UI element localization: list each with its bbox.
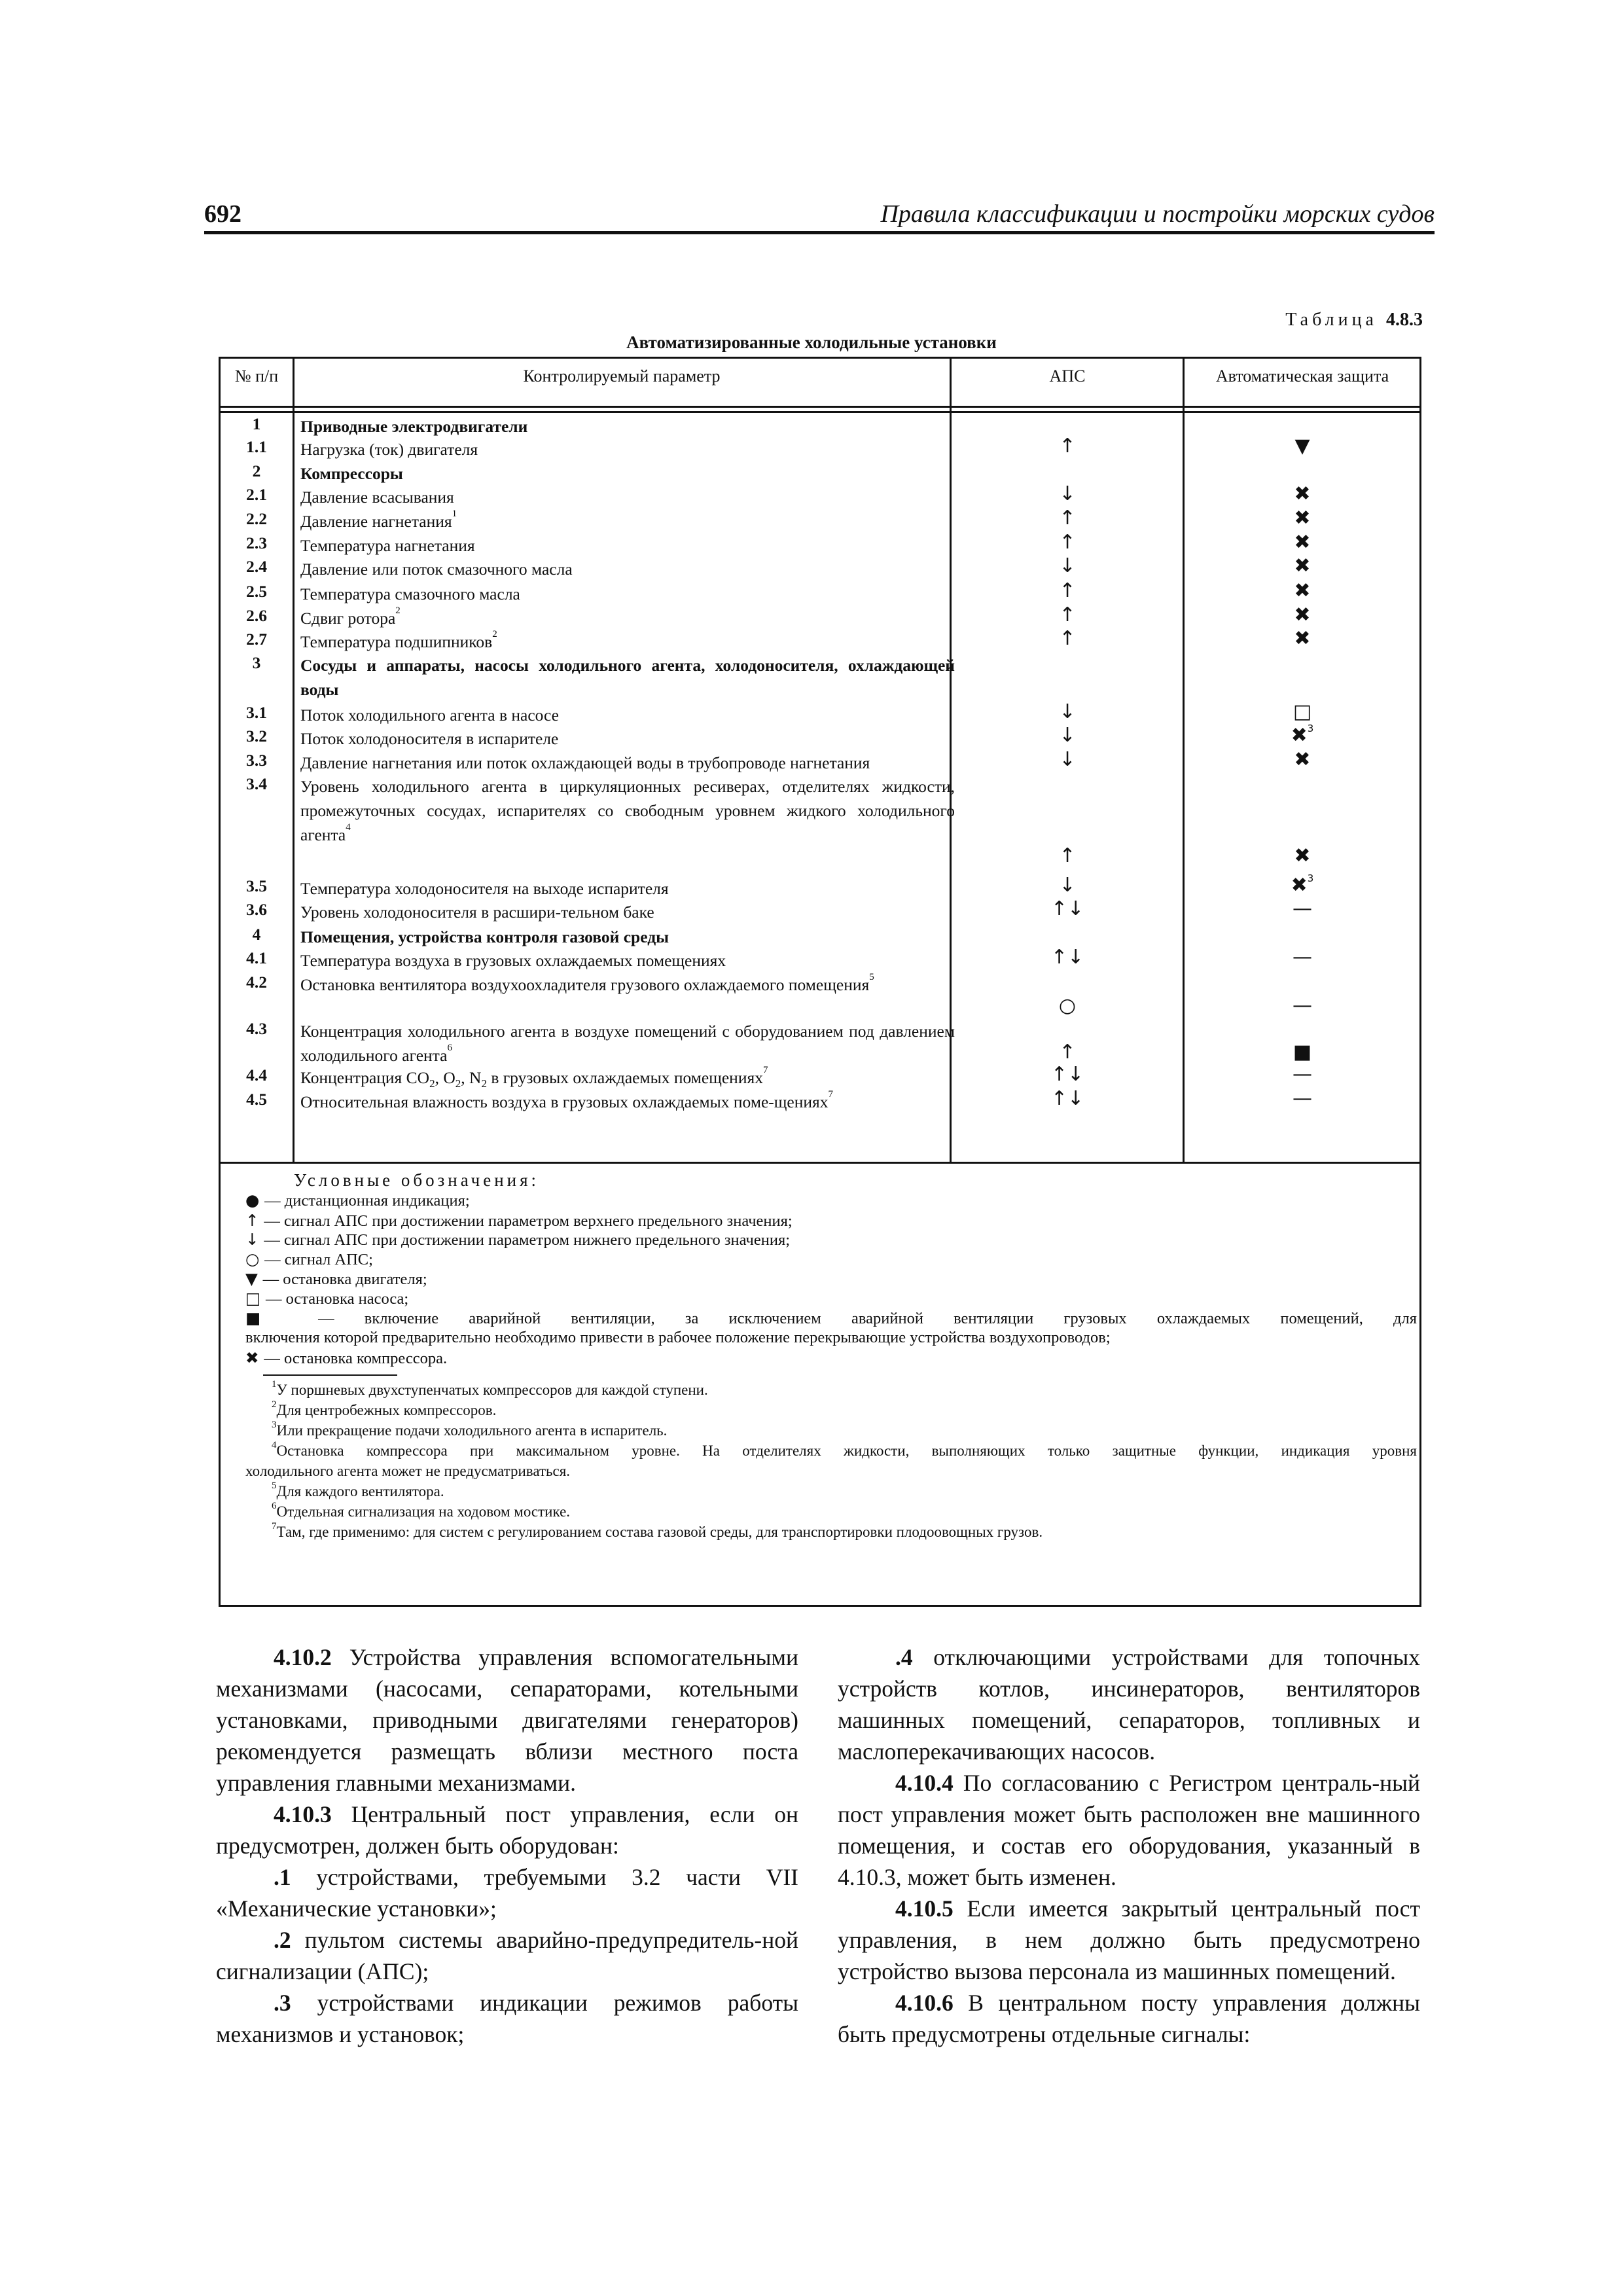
aps-symbol: ↓ [1059,748,1076,771]
row-parameter: Давление нагнетания или поток охлаждающей воды в трубопроводе нагнетания [300,753,870,772]
legend-text: — сигнал АПС; [264,1251,373,1268]
row-parameter: Уровень холодоносителя в расшири-тельном баке [300,903,654,922]
footnote-ref: 4 [272,1440,277,1450]
legend-text: — сигнал АПС при достижении параметром нижнего предельного значения; [264,1231,791,1249]
clause-number: 4.10.4 [895,1770,954,1796]
footnote-ref: 7 [828,1089,833,1100]
legend-text: — включение аварийной вентиляции, за исключением аварийной вентиляции грузовых охлаждаемых помещений, для [318,1310,1417,1327]
table-title: Автоматизированные холодильные установки [626,332,997,352]
footnote-ref: 7 [762,1065,768,1075]
column-header-aps: АПС [1049,367,1086,386]
legend-divider [221,1162,1419,1164]
table-number-value: 4.8.3 [1386,310,1423,330]
footnote-ref: 1 [272,1379,277,1390]
row-number: 4 [252,925,261,944]
protection-symbol: ✖$^3$ [1291,723,1314,747]
footnote-ref: 3 [1307,723,1314,734]
row-number: 4.4 [246,1066,267,1085]
footnote-item [245,1481,1417,1501]
footnote-item [245,1501,1417,1522]
protection-symbol: — [1293,897,1312,920]
protection-symbol: ✖ [1294,627,1311,650]
protection-symbol: ✖ [1294,603,1311,626]
legend-item [245,1327,1417,1348]
row-parameter: Поток холодоносителя в испарителе [300,729,559,748]
row-number: 1.1 [246,437,267,456]
legend-symbol: ○ [245,1249,265,1268]
footnote-text: холодильного агента может не предусматриваться. [245,1463,571,1479]
protection-symbol: ✖ [1294,507,1311,529]
aps-symbol: ↑ [1059,435,1076,457]
clause-number: .2 [274,1927,291,1953]
row-parameter: Давление всасывания [300,488,454,507]
clause-number: 4.10.6 [895,1990,954,2016]
row-parameter: Температура холодоносителя на выходе испарителя [300,879,669,898]
row-number: 3.3 [246,751,267,770]
protection-symbol: — [1293,1063,1312,1086]
row-number: 1 [252,414,261,433]
footnote-ref: 2 [395,605,401,616]
row-parameter: Компрессоры [300,464,403,483]
aps-symbol: ↑ [1059,531,1076,554]
protection-symbol: ■ [1293,1041,1312,1064]
footnote-ref: 5 [272,1480,277,1491]
row-number: 4.3 [246,1019,267,1038]
row-number: 2.6 [246,606,267,625]
row-number: 3.4 [246,774,267,793]
row-parameter: Приводные электродвигатели [300,417,528,436]
protection-symbol: — [1293,946,1312,969]
column-header-protection: Автоматическая защита [1215,367,1389,386]
footnote-ref: 1 [452,509,457,519]
footnote-ref: 2 [492,629,497,639]
aps-symbol: ↓ [1059,700,1076,723]
legend-item [245,1210,1417,1231]
legend-symbol: ↑ [245,1211,264,1230]
protection-symbol: ✖ [1294,844,1311,867]
protection-symbol: ✖ [1294,579,1311,602]
footnote-rule [263,1374,397,1376]
row-parameter: Нагрузка (ток) двигателя [300,440,478,459]
legend-symbol: ↓ [245,1230,264,1249]
body-column-left [216,1641,798,2050]
aps-symbol: ↑↓ [1050,946,1084,969]
legend-symbol: ● [245,1191,265,1210]
column-divider [293,359,294,1162]
legend-text: — сигнал АПС при достижении параметром верхнего предельного значения; [264,1212,793,1230]
body-paragraph: 4.10.2 Устройства управления вспомогательными механизмами (насосами, сепараторами, котельными установками, приводными двигателями генераторов) рекомендуется размещать вблизи местного поста управления главными механизмами. [216,1644,798,1796]
header-divider [221,411,1419,413]
protection-symbol: — [1293,994,1312,1017]
row-parameter: Концентрация $CO_2$, $O_2$, $N_2$ в грузовых охлаждаемых помещениях$^7$ [300,1065,768,1090]
row-number: 3.2 [246,726,267,745]
footnote-item [245,1441,1417,1461]
footnote-item [245,1380,1417,1400]
row-number: 3 [252,653,261,672]
footnote-item [245,1420,1417,1441]
body-paragraph: 4.10.5 Если имеется закрытый центральный пост управления, в нем должно быть предусмотрено устройство вызова персонала из машинных помещений. [838,1895,1420,1984]
footnote-ref: 3 [1307,872,1314,884]
legend-item [245,1229,1417,1250]
legend-item [245,1348,1417,1369]
row-number: 4.1 [246,948,267,967]
footnote-text: Отдельная сигнализация на ходовом мостике. [276,1503,571,1520]
aps-symbol: ↑ [1059,603,1076,626]
legend-text: — остановка насоса; [265,1290,409,1308]
clause-number: 4.10.5 [895,1895,954,1922]
footnote-text: Там, где применимо: для систем с регулированием состава газовой среды, для транспортировки плодоовощных грузов. [276,1524,1043,1540]
legend-item [245,1268,1417,1289]
row-parameter: Давление или поток смазочного масла [300,560,573,579]
row-number: 2.2 [246,509,267,528]
row-parameter: Относительная влажность воздуха в грузовых охлаждаемых поме-щениях$^7$ [300,1089,833,1111]
footnote-ref: 6 [272,1501,277,1511]
clause-number: .3 [274,1990,291,2016]
aps-symbol: ↓ [1059,874,1076,897]
footnote-ref: 5 [869,972,874,982]
body-paragraph: .2 пультом системы аварийно-предупредитель-ной сигнализации (АПС); [216,1927,798,1984]
footnote-text: Для центробежных компрессоров. [276,1402,497,1418]
footnote-ref: 2 [272,1399,277,1410]
row-parameter: Сдвиг ротора$^2$ [300,605,401,628]
aps-symbol: ↓ [1059,554,1076,577]
footnote-ref: 7 [272,1521,277,1532]
aps-symbol: ↑↓ [1050,1087,1084,1110]
table-number [1285,310,1423,331]
footnote-text: Для каждого вентилятора. [276,1483,444,1499]
aps-symbol: ↑↓ [1050,897,1084,920]
row-parameter: Поток холодильного агента в насосе [300,706,559,725]
footnote-ref: 6 [447,1043,452,1053]
aps-symbol: ↓ [1059,482,1076,505]
protection-symbol: ✖ [1294,554,1311,577]
row-number: 3.6 [246,900,267,919]
body-paragraph: .4 отключающими устройствами для топочных устройств котлов, инсинераторов, вентиляторов машинных помещений, сепараторов, топливных и маслоперекачивающих насосов. [838,1644,1420,1765]
row-parameter: Температура подшипников$^2$ [300,629,497,651]
aps-symbol: ↑ [1059,627,1076,650]
table-label: Таблица [1285,310,1378,330]
row-parameter: Помещения, устройства контроля газовой среды [300,927,669,946]
footnote-item [245,1461,1417,1481]
aps-symbol: ↑ [1059,1041,1076,1064]
body-paragraph: 4.10.6 В центральном посту управления должны быть предусмотрены отдельные сигналы: [838,1990,1420,2047]
footnote-item [245,1400,1417,1420]
protection-symbol: ▼ [1294,435,1310,457]
legend-item [245,1249,1417,1270]
aps-symbol: ○ [1058,994,1077,1017]
aps-symbol: ↓ [1059,724,1076,747]
header-divider [221,406,1419,408]
legend-item [245,1308,1417,1329]
row-number: 2.1 [246,485,267,504]
legend-item [245,1190,1417,1211]
row-parameter: Сосуды и аппараты, насосы холодильного агента, холодоносителя, охлаждающей воды [300,656,955,699]
legend-symbol: ■ [245,1308,319,1327]
footnote-text: У поршневых двухступенчатых компрессоров для каждой ступени. [276,1382,708,1398]
row-number: 3.1 [246,703,267,722]
legend-title: Условные обозначения: [294,1170,540,1190]
protection-symbol: ✖$^3$ [1291,872,1314,897]
row-number: 2.3 [246,533,267,552]
row-parameter: Давление нагнетания$^1$ [300,509,457,531]
clause-number: .1 [274,1864,291,1890]
legend-symbol: ▼ [245,1269,263,1288]
row-number: 4.5 [246,1090,267,1109]
aps-symbol: ↑ [1059,579,1076,602]
data-table [219,357,1421,1607]
row-number: 2.4 [246,557,267,576]
page-number: 692 [204,200,241,228]
protection-symbol: — [1293,1087,1312,1110]
body-paragraph: .3 устройствами индикации режимов работы механизмов и установок; [216,1990,798,2047]
legend-symbol: ✖ [245,1348,264,1367]
body-paragraph: .1 устройствами, требуемыми 3.2 части VII «Механические установки»; [216,1864,798,1922]
row-number: 4.2 [246,973,267,992]
running-title: Правила классификации и постройки морских судов [880,200,1435,228]
footnote-text: Остановка компрессора при максимальном уровне. На отделителях жидкости, выполняющих только защитные функции, индикация уровня [276,1443,1417,1459]
protection-symbol: ✖ [1294,482,1311,505]
column-header-param: Контролируемый параметр [523,367,721,386]
row-parameter: Остановка вентилятора воздухоохладителя грузового охлаждаемого помещения$^5$ [300,972,874,994]
body-paragraph: 4.10.4 По согласованию с Регистром централь-ный пост управления может быть расположен вне машинного помещения, и состав его оборудования, указанный в 4.10.3, может быть изменен. [838,1770,1420,1890]
footnote-text: Или прекращение подачи холодильного агента в испаритель. [276,1422,668,1439]
protection-symbol: ✖ [1294,531,1311,554]
aps-symbol: ↑ [1059,507,1076,529]
row-parameter: Концентрация холодильного агента в воздухе помещений с оборудованием под давлением холодильного агента$^6$ [300,1022,955,1065]
row-parameter: Уровень холодильного агента в циркуляционных ресиверах, отделителях жидкости, промежуточных сосудах, испарителях со свободным уровнем жидкого холодильного агента$^4$ [300,777,955,844]
column-header-num: № п/п [234,367,279,386]
legend-text: — дистанционная индикация; [264,1192,470,1210]
footnote-ref: 4 [346,822,351,833]
clause-number: 4.10.2 [274,1644,332,1670]
legend-text: включения которой предварительно необходимо привести в рабочее положение перекрывающие устройства воздухопроводов; [245,1329,1111,1346]
row-number: 2.5 [246,582,267,601]
row-number: 2 [252,461,261,480]
row-parameter: Температура нагнетания [300,536,475,555]
row-parameter: Температура воздуха в грузовых охлаждаемых помещениях [300,951,726,970]
protection-symbol: □ [1293,700,1312,723]
row-number: 2.7 [246,630,267,649]
legend-text: — остановка двигателя; [262,1270,427,1288]
row-parameter: Температура смазочного масла [300,584,520,603]
footnote-item [245,1522,1417,1542]
footnote-ref: 3 [272,1420,277,1430]
legend-item [245,1288,1417,1309]
clause-number: 4.10.3 [274,1801,332,1827]
aps-symbol: ↑↓ [1050,1063,1084,1086]
legend-text: — остановка компрессора. [264,1350,448,1367]
aps-symbol: ↑ [1059,844,1076,867]
body-paragraph: 4.10.3 Центральный пост управления, если он предусмотрен, должен быть оборудован: [216,1801,798,1859]
row-number: 3.5 [246,876,267,895]
clause-number: .4 [895,1644,913,1670]
page-header [204,200,1435,234]
legend-symbol: □ [245,1289,266,1308]
body-column-right [838,1641,1420,2050]
protection-symbol: ✖ [1294,748,1311,771]
